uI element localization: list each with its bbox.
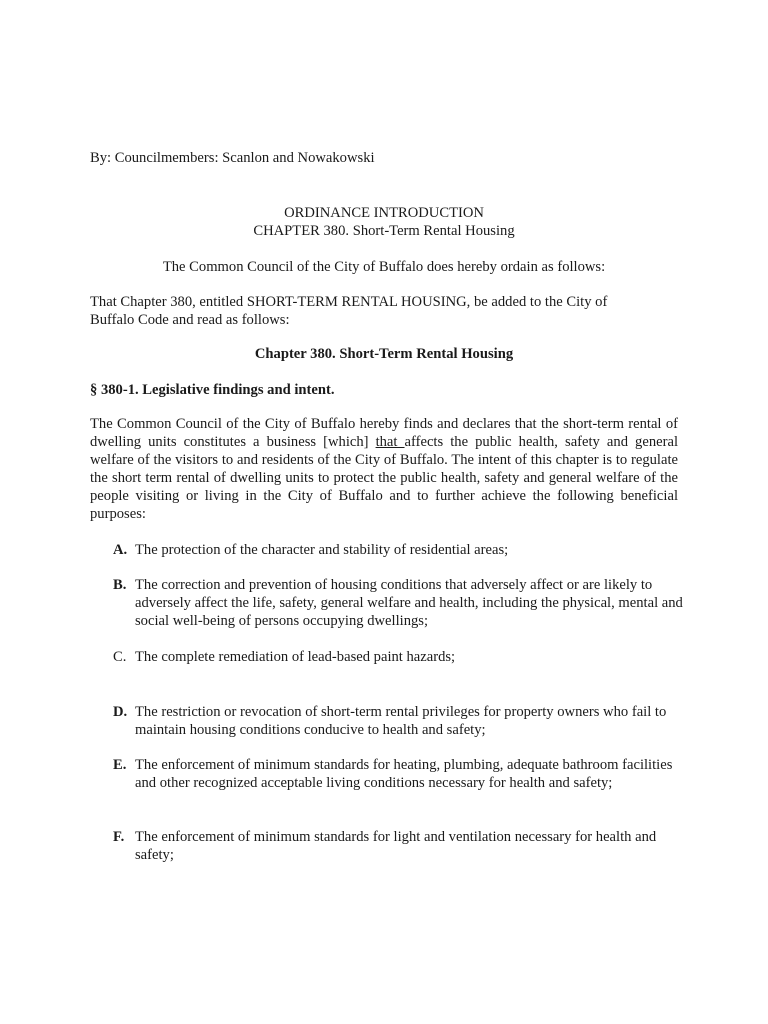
list-item bbox=[113, 541, 683, 559]
list-item bbox=[113, 576, 683, 630]
findings-underlined-word: that bbox=[375, 434, 405, 450]
intro-paragraph: That Chapter 380, entitled SHORT-TERM RENTAL HOUSING, be added to the City of Buffalo Code and read as follows: bbox=[90, 294, 608, 328]
section-heading: § 380-1. Legislative findings and intent. bbox=[90, 382, 335, 398]
list-item-text: The correction and prevention of housing conditions that adversely affect or are likely to adversely affect the life, safety, general welfare and health, including the physical, mental and social well-being of persons occupying dwellings; bbox=[135, 577, 683, 629]
chapter-title: CHAPTER 380. Short-Term Rental Housing bbox=[253, 223, 515, 239]
findings-text-2: affects the public health, safety and general welfare of the visitors to and residents of the City of Buffalo. The intent of this chapter is to regulate the short term rental of dwelling units to protect the public health, safety and general welfare of the people visiting or living in the City of Buffalo and to further achieve the following beneficial purposes: bbox=[90, 434, 678, 522]
list-marker: E. bbox=[113, 757, 127, 773]
ordinance-title: ORDINANCE INTRODUCTION bbox=[284, 205, 484, 221]
list-item-text: The enforcement of minimum standards for light and ventilation necessary for health and safety; bbox=[135, 829, 657, 863]
findings-text-1: The Common Council of the City of Buffalo hereby finds and declares that the short-term rental of dwelling units constitutes a business [which] bbox=[90, 416, 678, 450]
list-item-text: The enforcement of minimum standards for heating, plumbing, adequate bathroom facilities and other recognized acceptable living conditions necessary for health and safety; bbox=[135, 757, 673, 791]
findings-paragraph bbox=[90, 415, 678, 523]
list-marker: D. bbox=[113, 704, 128, 720]
list-marker: C. bbox=[113, 649, 127, 665]
list-item-text: The restriction or revocation of short-term rental privileges for property owners who fail to maintain housing conditions conducive to health and safety; bbox=[135, 704, 667, 738]
list-item-text: The complete remediation of lead-based paint hazards; bbox=[135, 649, 456, 665]
list-item bbox=[113, 828, 683, 864]
ordain-statement: The Common Council of the City of Buffalo does hereby ordain as follows: bbox=[162, 259, 606, 275]
list-item-text: The protection of the character and stability of residential areas; bbox=[135, 542, 509, 558]
list-item bbox=[113, 756, 683, 792]
list-marker: A. bbox=[113, 542, 128, 558]
list-item bbox=[113, 648, 683, 666]
sponsors-line: By: Councilmembers: Scanlon and Nowakowski bbox=[90, 150, 375, 166]
list-marker: B. bbox=[113, 577, 127, 593]
chapter-heading: Chapter 380. Short-Term Rental Housing bbox=[254, 346, 514, 362]
list-marker: F. bbox=[113, 829, 125, 845]
list-item bbox=[113, 703, 683, 739]
